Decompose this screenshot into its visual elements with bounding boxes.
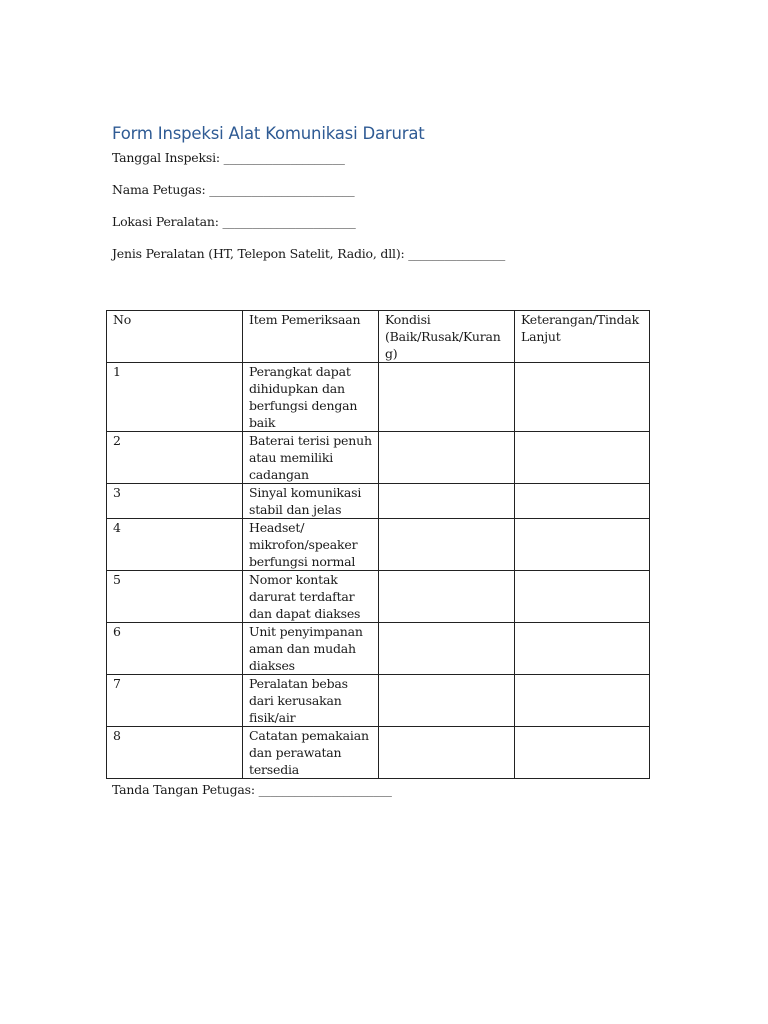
inspection-table: [106, 310, 650, 779]
row-kondisi-cell[interactable]: [379, 484, 515, 519]
row-no: 6: [107, 623, 243, 675]
field-tanda-tangan-petugas: Tanda Tangan Petugas: ______________________: [112, 782, 392, 797]
row-keterangan-cell[interactable]: [515, 363, 650, 432]
row-kondisi-cell[interactable]: [379, 727, 515, 779]
header-item-pemeriksaan: Item Pemeriksaan: [243, 311, 379, 363]
field-nama-petugas: Nama Petugas: ________________________: [112, 182, 355, 197]
table-row: [107, 571, 650, 623]
row-keterangan-cell[interactable]: [515, 623, 650, 675]
row-keterangan-cell[interactable]: [515, 519, 650, 571]
row-keterangan-cell[interactable]: [515, 675, 650, 727]
table-header-row: [107, 311, 650, 363]
row-no: 1: [107, 363, 243, 432]
row-keterangan-cell[interactable]: [515, 484, 650, 519]
row-kondisi-cell[interactable]: [379, 571, 515, 623]
row-keterangan-cell[interactable]: [515, 432, 650, 484]
row-kondisi-cell[interactable]: [379, 675, 515, 727]
form-title: Form Inspeksi Alat Komunikasi Darurat: [112, 124, 425, 143]
table-row: [107, 363, 650, 432]
table-row: [107, 484, 650, 519]
row-keterangan-cell[interactable]: [515, 727, 650, 779]
row-item: Sinyal komunikasi stabil dan jelas: [243, 484, 379, 519]
row-no: 5: [107, 571, 243, 623]
table-row: [107, 519, 650, 571]
row-kondisi-cell[interactable]: [379, 519, 515, 571]
row-item: Headset/ mikrofon/speaker berfungsi normal: [243, 519, 379, 571]
row-no: 7: [107, 675, 243, 727]
field-tanggal-inspeksi: Tanggal Inspeksi: ____________________: [112, 150, 345, 165]
header-no: No: [107, 311, 243, 363]
row-item: Baterai terisi penuh atau memiliki cadangan: [243, 432, 379, 484]
header-keterangan: Keterangan/Tindak Lanjut: [515, 311, 650, 363]
row-no: 2: [107, 432, 243, 484]
row-item: Unit penyimpanan aman dan mudah diakses: [243, 623, 379, 675]
row-kondisi-cell[interactable]: [379, 432, 515, 484]
row-kondisi-cell[interactable]: [379, 623, 515, 675]
field-jenis-peralatan: Jenis Peralatan (HT, Telepon Satelit, Radio, dll): ________________: [112, 246, 506, 261]
table-row: [107, 432, 650, 484]
row-item: Peralatan bebas dari kerusakan fisik/air: [243, 675, 379, 727]
row-no: 3: [107, 484, 243, 519]
row-item: Perangkat dapat dihidupkan dan berfungsi dengan baik: [243, 363, 379, 432]
row-no: 4: [107, 519, 243, 571]
row-item: Catatan pemakaian dan perawatan tersedia: [243, 727, 379, 779]
table-row: [107, 623, 650, 675]
row-no: 8: [107, 727, 243, 779]
table-row: [107, 675, 650, 727]
row-kondisi-cell[interactable]: [379, 363, 515, 432]
field-lokasi-peralatan: Lokasi Peralatan: ______________________: [112, 214, 356, 229]
row-keterangan-cell[interactable]: [515, 571, 650, 623]
table-row: [107, 727, 650, 779]
row-item: Nomor kontak darurat terdaftar dan dapat diakses: [243, 571, 379, 623]
header-kondisi: Kondisi (Baik/Rusak/Kurang): [379, 311, 515, 363]
